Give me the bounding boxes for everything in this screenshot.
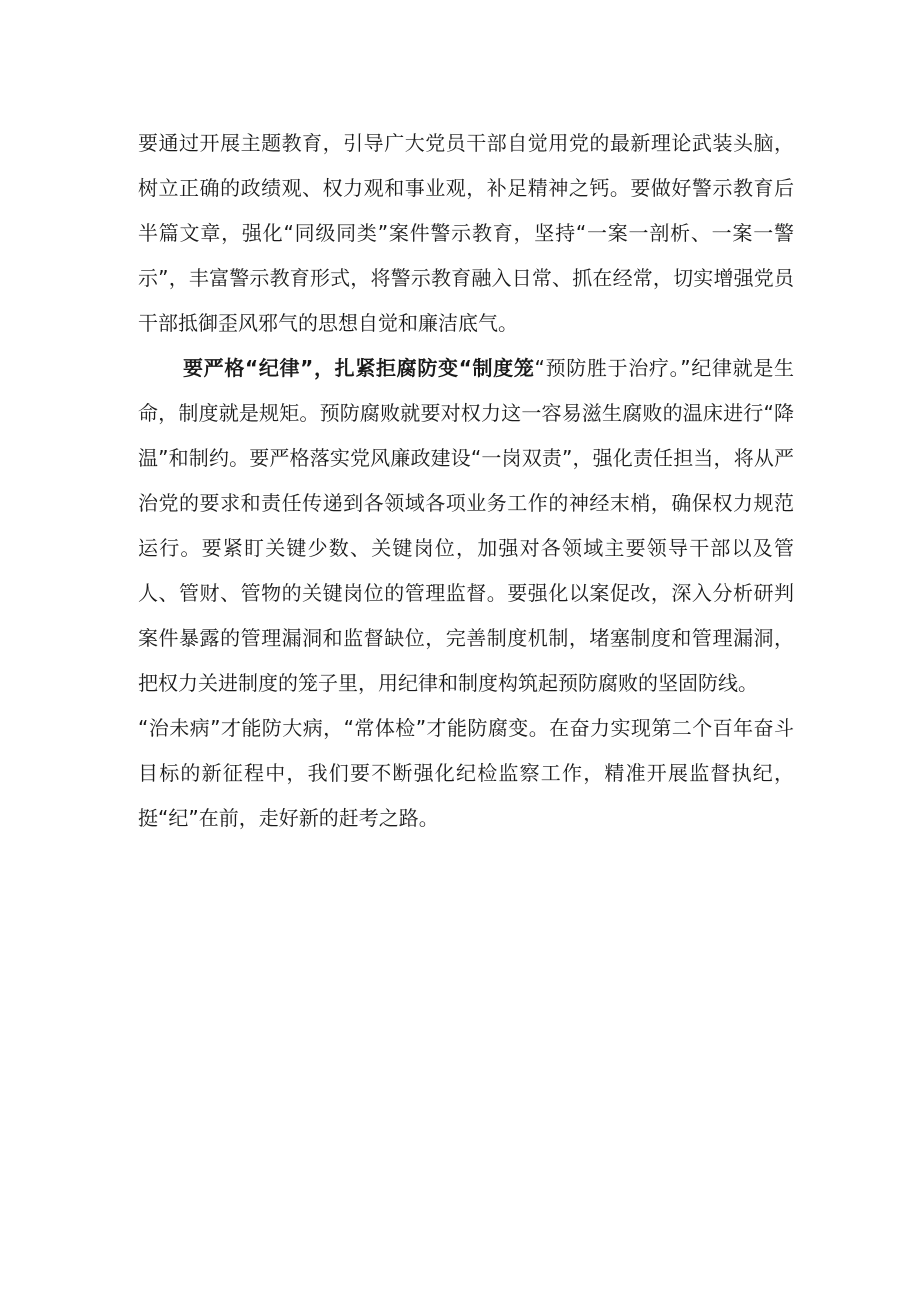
document-body — [138, 121, 794, 841]
paragraph-text: “治未病”才能防大病，“常体检”才能防腐变。在奋力实现第二个百年奋斗目标的新征程中，我们要不断强化纪检监察工作，精准开展监督执纪，挺“纪”在前，走好新的赶考之路。 — [138, 716, 794, 830]
paragraph-discipline-system — [138, 346, 794, 706]
paragraph-text: 要通过开展主题教育，引导广大党员干部自觉用党的最新理论武装头脑，树立正确的政绩观、权力观和事业观，补足精神之钙。要做好警示教育后半篇文章，强化“同级同类”案件警示教育，坚持“一案一剖析、一案一警示”，丰富警示教育形式，将警示教育融入日常、抓在经常，切实增强党员干部抵御歪风邪气的思想自觉和廉洁底气。 — [138, 131, 794, 335]
section-heading: 要严格“纪律”，扎紧拒腐防变“制度笼 — [183, 356, 535, 380]
paragraph-text: “预防胜于治疗。”纪律就是生命，制度就是规矩。预防腐败就要对权力这一容易滋生腐败的温床进行“降温”和制约。要严格落实党风廉政建设“一岗双责”，强化责任担当，将从严治党的要求和责任传递到各领域各项业务工作的神经末梢，确保权力规范运行。要紧盯关键少数、关键岗位，加强对各领域主要领导干部以及管人、管财、管物的关键岗位的管理监督。要强化以案促改，深入分析研判案件暴露的管理漏洞和监督缺位，完善制度机制，堵塞制度和管理漏洞，把权力关进制度的笼子里，用纪律和制度构筑起预防腐败的坚固防线。 — [138, 356, 794, 695]
paragraph-conclusion — [138, 706, 794, 841]
paragraph-theme-education — [138, 121, 794, 346]
